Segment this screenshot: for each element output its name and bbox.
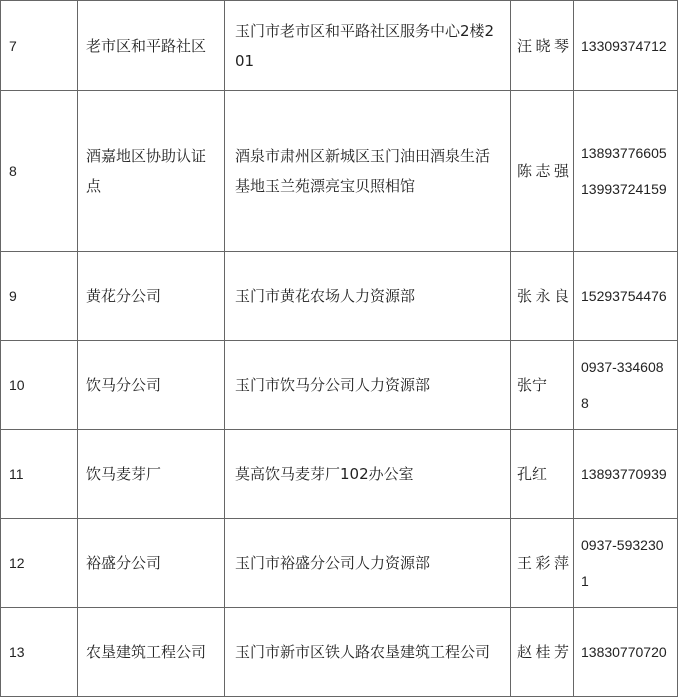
row-number: 9 <box>1 252 78 341</box>
phone-number: 0937-3346088 <box>581 359 664 411</box>
table-row <box>1 608 678 697</box>
site-name: 老市区和平路社区 <box>78 1 225 91</box>
site-address: 莫高饮马麦芽厂102办公室 <box>225 430 511 519</box>
row-number: 10 <box>1 341 78 430</box>
contact-name: 汪晓琴 <box>511 1 574 91</box>
site-address: 玉门市黄花农场人力资源部 <box>225 252 511 341</box>
site-address: 酒泉市肃州区新城区玉门油田酒泉生活基地玉兰苑漂亮宝贝照相馆 <box>225 91 511 252</box>
contact-name: 陈志强 <box>511 91 574 252</box>
table-row <box>1 519 678 608</box>
phone-number: 15293754476 <box>581 288 667 304</box>
contact-name: 赵桂芳 <box>511 608 574 697</box>
site-name: 酒嘉地区协助认证点 <box>78 91 225 252</box>
site-address: 玉门市新市区铁人路农垦建筑工程公司 <box>225 608 511 697</box>
phone-number: 13893776605 <box>581 145 667 161</box>
table-row <box>1 341 678 430</box>
contact-name: 孔红 <box>511 430 574 519</box>
row-number: 7 <box>1 1 78 91</box>
site-address: 玉门市饮马分公司人力资源部 <box>225 341 511 430</box>
table-row <box>1 91 678 252</box>
phone-number: 0937-5932301 <box>581 537 664 589</box>
table-row <box>1 430 678 519</box>
contact-phone <box>574 341 678 430</box>
phone-number: 13309374712 <box>581 37 667 54</box>
phone-number: 13830770720 <box>581 644 667 660</box>
contact-phone <box>574 519 678 608</box>
site-name: 裕盛分公司 <box>78 519 225 608</box>
table-row <box>1 1 678 91</box>
phone-number: 13893770939 <box>581 466 667 482</box>
contact-name: 张永良 <box>511 252 574 341</box>
row-number: 8 <box>1 91 78 252</box>
row-number: 12 <box>1 519 78 608</box>
site-name: 饮马麦芽厂 <box>78 430 225 519</box>
contact-name: 张宁 <box>511 341 574 430</box>
contact-name: 王彩萍 <box>511 519 574 608</box>
contact-phone <box>574 430 678 519</box>
contact-phone <box>574 252 678 341</box>
table-row <box>1 252 678 341</box>
site-name: 农垦建筑工程公司 <box>78 608 225 697</box>
phone-number: 13993724159 <box>581 181 667 197</box>
site-name: 黄花分公司 <box>78 252 225 341</box>
row-number: 13 <box>1 608 78 697</box>
contact-phone <box>574 1 678 91</box>
row-number: 11 <box>1 430 78 519</box>
site-address: 玉门市老市区和平路社区服务中心2楼201 <box>225 1 511 91</box>
site-address: 玉门市裕盛分公司人力资源部 <box>225 519 511 608</box>
site-name: 饮马分公司 <box>78 341 225 430</box>
contact-phone <box>574 91 678 252</box>
contact-phone <box>574 608 678 697</box>
